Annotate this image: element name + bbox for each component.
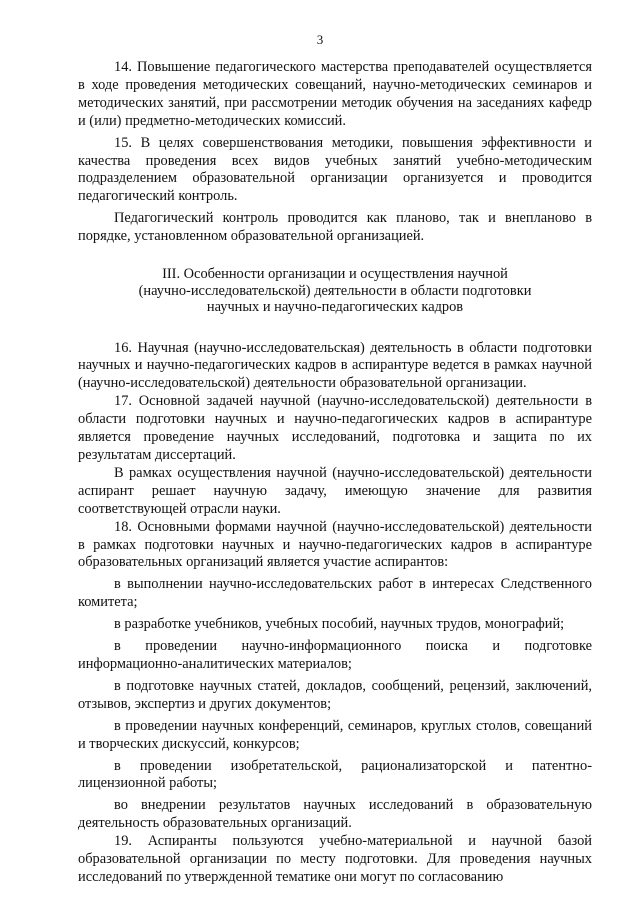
list-item-textbooks: в разработке учебников, учебных пособий, научных трудов, монографий;: [114, 616, 565, 633]
paragraph-14: 14. Повышение педагогического мастерства преподавателей осуществляется в ходе проведения методических совещаний, научно-методических семинаров и методических занятий, при рассмотрении методик обучения на заседаниях кафедр и (или) предметно-методических комиссий.: [78, 59, 592, 129]
document-body: [78, 59, 592, 887]
section-heading: [78, 266, 592, 316]
paragraph-18: 18. Основными формами научной (научно-исследовательской) деятельности в рамках подготовки научных и научно-педагогических кадров в аспирантуре образовательных организаций является участие аспирантов:: [78, 518, 592, 571]
paragraph-16: 16. Научная (научно-исследовательская) деятельность в области подготовки научных и научно-педагогических кадров в аспирантуре ведется в рамках научной (научно-исследовательской) деятельности образовательной организации.: [78, 339, 592, 392]
list-item-conferences: в проведении научных конференций, семинаров, круглых столов, совещаний и творческих дискуссий, конкурсов;: [78, 717, 592, 752]
paragraph-15: 15. В целях совершенствования методики, повышения эффективности и качества проведения всех видов учебных занятий учебно-методическим подразделением образовательной организации организуется и проводится педагогический контроль.: [78, 134, 592, 205]
page-number: 3: [316, 32, 324, 47]
section-heading-line-3: научных и научно-педагогических кадров: [206, 299, 464, 316]
section-heading-line-1: III. Особенности организации и осуществления научной: [162, 266, 508, 283]
paragraph-research-task: В рамках осуществления научной (научно-исследовательской) деятельности аспирант решает научную задачу, имеющую значение для развития соответствующей отрасли науки.: [78, 464, 592, 517]
list-item-research-work: в выполнении научно-исследовательских работ в интересах Следственного комитета;: [78, 576, 592, 611]
list-item-info-search: в проведении научно-информационного поиска и подготовке информационно-аналитических материалов;: [78, 638, 592, 672]
list-item-inventions: в проведении изобретательской, рационализаторской и патентно-лицензионной работы;: [78, 757, 592, 792]
section-heading-line-2: (научно-исследовательской) деятельности в области подготовки: [138, 282, 532, 299]
paragraph-17: 17. Основной задачей научной (научно-исследовательской) деятельности в области подготовки научных и научно-педагогических кадров в аспирантуре является проведение научных исследований, подготовка и защита по их результатам диссертаций.: [78, 393, 592, 463]
list-item-articles: в подготовке научных статей, докладов, сообщений, рецензий, заключений, отзывов, экспертиз и других документов;: [78, 677, 592, 712]
paragraph-pedagogical-control: Педагогический контроль проводится как планово, так и внепланово в порядке, установленном образовательной организацией.: [78, 210, 592, 245]
list-item-implementation: во внедрении результатов научных исследований в образовательную деятельность образовательных организаций.: [78, 797, 592, 832]
paragraph-19: 19. Аспиранты пользуются учебно-материальной и научной базой образовательной организации по месту подготовки. Для проведения научных исследований по утвержденной тематике они могут по согласованию: [78, 833, 592, 885]
